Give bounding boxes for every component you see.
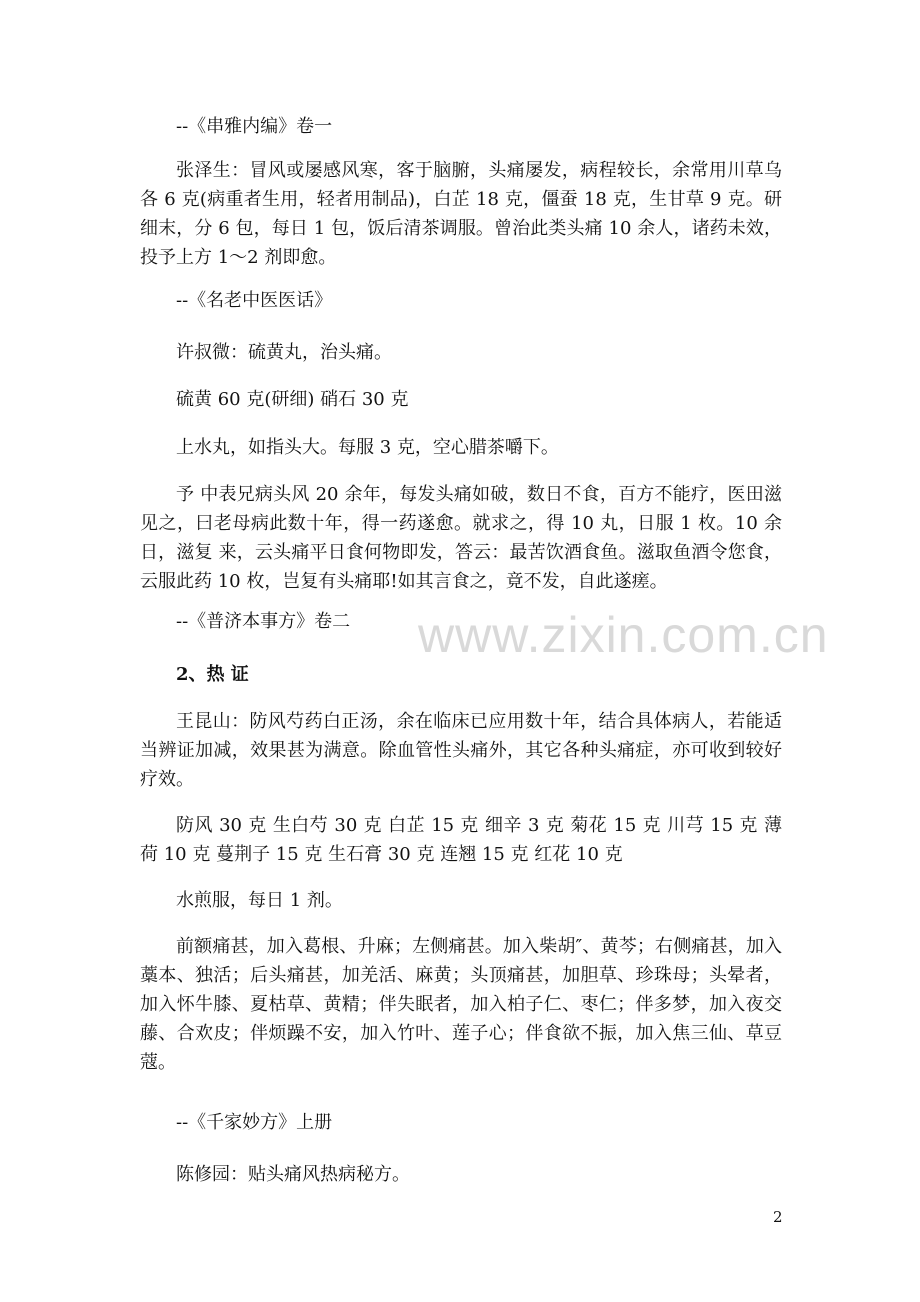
paragraph: 防风 30 克 生白芍 30 克 白芷 15 克 细辛 3 克 菊花 15 克 川芎 15 克 薄荷 10 克 蔓荆子 15 克 生石膏 30 克 连翘 15 克 红花 10 克	[140, 815, 782, 865]
source-citation: --《千家妙方》上册	[176, 1112, 333, 1133]
paragraph: 许叔微：硫黄丸，治头痛。	[176, 342, 392, 363]
paragraph: 硫黄 60 克(研细) 硝石 30 克	[176, 389, 409, 410]
paragraph: 王昆山：防风芍药白正汤，余在临床已应用数十年，结合具体病人，若能适当辨证加减，效果甚为满意。除血管性头痛外，其它各种头痛症，亦可收到较好疗效。	[140, 711, 782, 790]
source-citation: --《串雅内编》卷一	[176, 116, 333, 137]
page-number: 2	[773, 1208, 783, 1226]
paragraph: 水煎服，每日 1 剂。	[176, 890, 343, 911]
source-citation: --《普济本事方》卷二	[176, 611, 351, 632]
section-heading: 2、热 证	[176, 664, 249, 685]
paragraph: 予 中表兄病头风 20 余年，每发头痛如破，数日不食，百方不能疗，医田滋见之，曰老母病此数十年，得一药遂愈。就求之，得 10 丸，日服 1 枚。10 余日，滋复 来，云头痛平日食何物即发，答云：最苦饮酒食鱼。滋取鱼酒令您食，云服此药 10 枚，岂复有头痛耶!如其言食之，竟不发，自此遂瘥。	[140, 484, 782, 592]
paragraph: 前额痛甚，加入葛根、升麻；左侧痛甚。加入柴胡″、黄芩；右侧痛甚，加入藁本、独活；后头痛甚，加羌活、麻黄；头顶痛甚，加胆草、珍珠母；头晕者，加入怀牛膝、夏枯草、黄精；伴失眠者，加入柏子仁、枣仁；伴多梦，加入夜交藤、合欢皮；伴烦躁不安，加入竹叶、莲子心；伴食欲不振，加入焦三仙、草豆蔻。	[140, 936, 782, 1073]
paragraph: 陈修园：贴头痛风热病秘方。	[176, 1164, 410, 1185]
watermark: www.zixin.com.cn	[418, 607, 829, 663]
paragraph: 张泽生：冒风或屡感风寒，客于脑腑，头痛屡发，病程较长，余常用川草乌各 6 克(病重者生用，轻者用制品)，白芷 18 克，僵蚕 18 克，生甘草 9 克。研细末，分 6 包，每日 1 包，饭后清茶调服。曾治此类头痛 10 余人，诸药未效，投予上方 1～2 剂即愈。	[140, 160, 782, 268]
source-citation: --《名老中医医话》	[176, 290, 333, 311]
paragraph: 上水丸，如指头大。每服 3 克，空心腊茶嚼下。	[176, 437, 559, 458]
